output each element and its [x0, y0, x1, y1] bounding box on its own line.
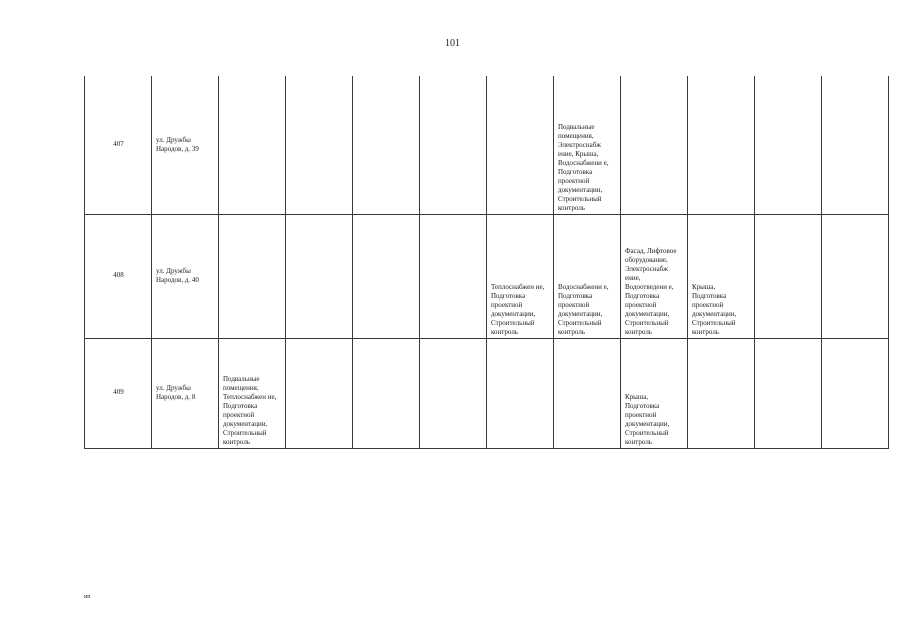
row-number: 409	[85, 338, 152, 448]
work-cell	[286, 338, 353, 448]
work-cell	[554, 338, 621, 448]
work-cell	[353, 214, 420, 338]
work-cell	[219, 76, 286, 214]
work-cell	[755, 338, 822, 448]
work-cell	[487, 338, 554, 448]
work-description: Водоснабжени е, Подготовка проектной документации, Строительный контроль	[558, 282, 609, 337]
work-cell	[621, 338, 688, 448]
work-cell	[688, 214, 755, 338]
work-cell	[487, 214, 554, 338]
work-cell	[621, 76, 688, 214]
work-description: Подвальные помещения, Электроснабж ение, Крыша, Водоснабжени е, Подготовка проектной документации, Строительный контроль	[558, 122, 609, 213]
address-cell: ул. Дружбы Народов, д. 39	[152, 76, 219, 214]
work-cell	[420, 76, 487, 214]
page-number: 101	[445, 38, 460, 49]
row-number: 407	[85, 76, 152, 214]
table-row	[85, 214, 889, 338]
work-description: Крыша, Подготовка проектной документации, Строительный контроль	[625, 392, 670, 447]
work-cell	[286, 76, 353, 214]
work-description: Крыша, Подготовка проектной документации, Строительный контроль	[692, 282, 737, 337]
work-cell	[554, 76, 621, 214]
work-description: Теплоснабжен ие, Подготовка проектной документации, Строительный контроль	[491, 282, 545, 337]
work-cell	[822, 76, 889, 214]
repair-schedule-table	[84, 76, 889, 449]
work-cell	[487, 76, 554, 214]
work-cell	[755, 214, 822, 338]
work-cell	[353, 338, 420, 448]
footer-mark: ип	[84, 594, 91, 600]
table-row	[85, 338, 889, 448]
work-cell	[621, 214, 688, 338]
work-cell	[286, 214, 353, 338]
work-cell	[219, 338, 286, 448]
work-cell	[688, 76, 755, 214]
work-cell	[420, 338, 487, 448]
work-cell	[554, 214, 621, 338]
work-cell	[822, 214, 889, 338]
work-cell	[755, 76, 822, 214]
work-cell	[219, 214, 286, 338]
work-description: Фасад, Лифтовое оборудование, Электроснабж ение, Водоотведени е, Подготовка проектной документации, Строительный контроль	[625, 246, 677, 337]
address-cell: ул. Дружбы Народов, д. 8	[152, 338, 219, 448]
address-cell: ул. Дружбы Народов, д. 40	[152, 214, 219, 338]
row-number: 408	[85, 214, 152, 338]
work-description: Подвальные помещения, Теплоснабжен ие, Подготовка проектной документации, Строительный контроль	[223, 374, 277, 447]
work-cell	[353, 76, 420, 214]
table-row	[85, 76, 889, 214]
work-cell	[420, 214, 487, 338]
work-cell	[688, 338, 755, 448]
work-cell	[822, 338, 889, 448]
